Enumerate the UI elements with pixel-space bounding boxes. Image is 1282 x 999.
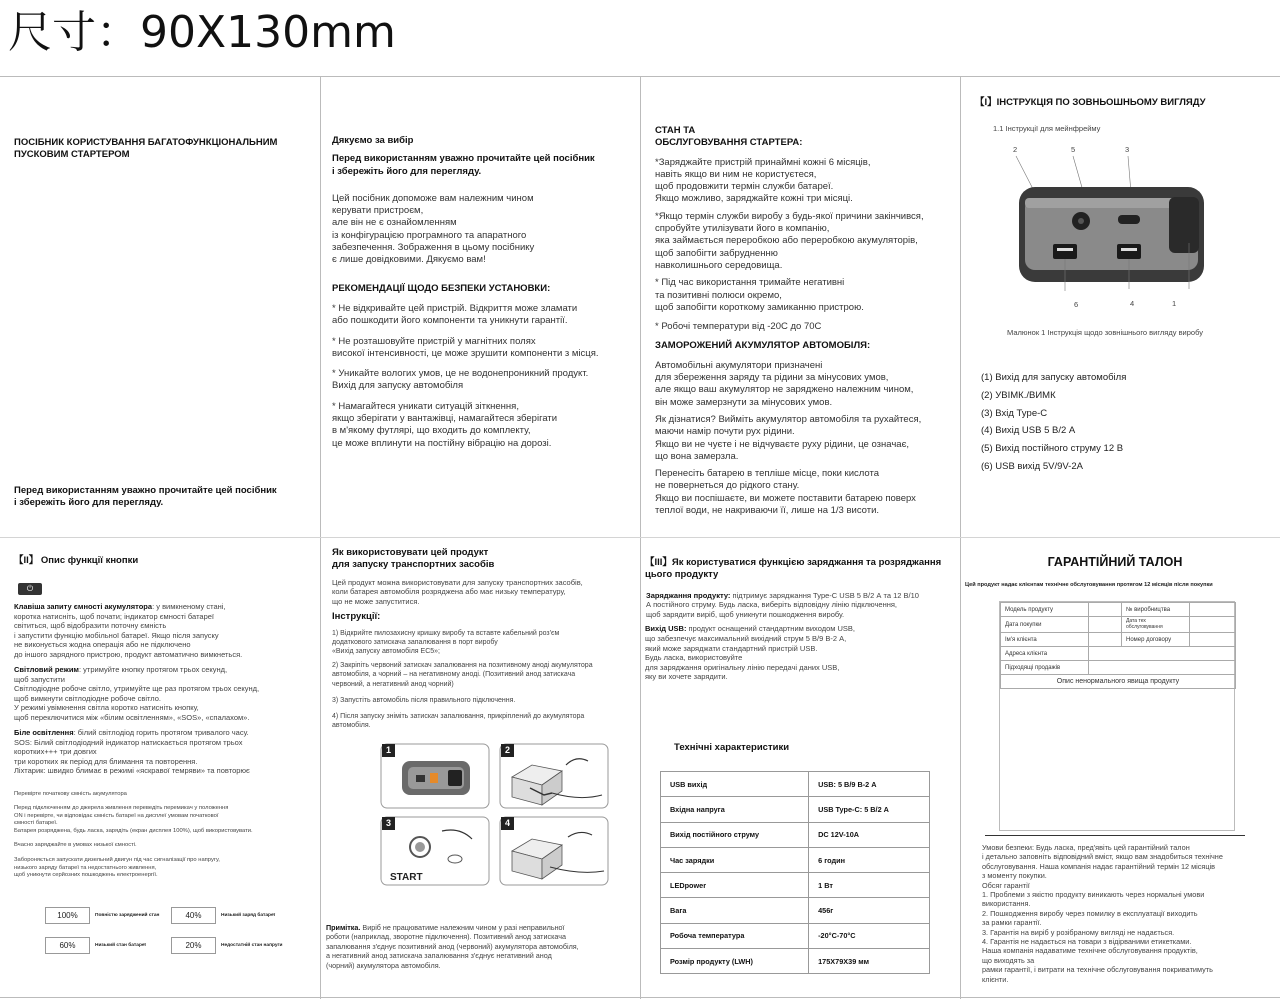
white-description [14, 728, 250, 776]
list-item: (1) Вихід для запуску автомобіля [981, 372, 1127, 383]
white-light-label: Біле освітлення [14, 728, 74, 737]
cover-panel [14, 137, 314, 527]
spec-name: Вага [661, 898, 809, 923]
capacity-key-label: Клавіша запиту ємності акумулятора [14, 602, 153, 611]
list-item: (4) Вихід USB 5 В/2 А [981, 425, 1076, 437]
note-text: Виріб не працюватиме належним чином у разі неправильної роботи (наприклад, зворотне підключення). Позитивний анод затискача запалювання з'єднує позитивний анод (червоний) акумулятора автомобіля, а негативний анод затискача запалювання з'єднує негативний анод (чорний) акумулятора автомобіля. [326, 923, 579, 970]
table-row [661, 923, 930, 948]
frozen-paragraph: Як дізнатися? Вийміть акумулятор автомобіля та рухайтеся, маючи намір почути рух рідини. Якщо ви не чуєте і не відчуваєте руху рідини, це означає, що вона замерзла. [655, 413, 922, 462]
thanks-heading: Дякуємо за вибір [332, 135, 414, 146]
battery-state-label: Низький стан батареї [95, 943, 146, 948]
usb-description: продукт оснащений стандартним виходом USB, що забезпечує максимальний вихідний струм 5 В/9 В-2 А, який може заряджати стандартний пристрій USB. Будь ласка, використовуйте для заряджання оригінальну лінію передачі даних USB, яку ви хочете зарядити. [645, 624, 856, 682]
start-label: START [390, 872, 423, 883]
light-mode-label: Світловий режим [14, 665, 79, 674]
safety-heading: РЕКОМЕНДАЦІЇ ЩОДО БЕЗПЕКИ УСТАНОВКИ: [332, 282, 551, 294]
step-number: 1 [382, 744, 395, 757]
page-title: 尺寸：90X130mm [8, 7, 396, 58]
spec-value: 456г [809, 898, 930, 923]
form-field[interactable] [1089, 603, 1122, 617]
form-field[interactable] [1089, 647, 1236, 661]
form-field[interactable] [1190, 603, 1236, 617]
battery-state [171, 937, 282, 954]
warranty-form [999, 601, 1235, 831]
instruction-step: 4) Після запуску зніміть затискач запалювання, прикріплений до акумулятора автомобіля. [332, 713, 585, 730]
callout-label: 3 [1125, 145, 1130, 154]
jumpstart-intro: Цей продукт можна використовувати для запуску транспортних засобів, коли батарея автомобіля розряджена або має низьку температуру, що не може запуститися. [332, 577, 583, 606]
list-item: (6) USB вихід 5V/9V-2A [981, 460, 1083, 472]
maintenance-item: * Під час використання тримайте негативні та позитивні полюси окремо, щоб запобігти короткому замиканню пристрою. [655, 277, 864, 313]
list-item: (2) УВІМК./ВИМК [981, 389, 1056, 401]
instruction-step: 1) Відкрийте пилозахисну кришку виробу та вставте кабельний роз'єм додаткового затискача запалювання в порт виробу «Вихід запуску автомобіля EC5»; [332, 629, 560, 656]
spec-name: Розмір продукту (LWH) [661, 949, 809, 974]
figure-caption: Малюнок 1 Інструкція щодо зовнішнього вигляду виробу [1007, 328, 1203, 337]
battery-note: Вчасно заряджайте в умовах низької ємності. [14, 842, 137, 848]
battery-note: Забороняється запускати дизельний двигун під час сигналізації про напругу, низького заряду батареї та недостатнього живлення, щоб уникнути серйозних пошкоджень електроенергії. [14, 857, 220, 879]
table-row [661, 772, 930, 797]
instructions-heading: Інструкції: [332, 611, 381, 623]
instruction-step: 3) Запустіть автомобіль після правильного підключення. [332, 696, 516, 704]
spec-name: Вхідна напруга [661, 797, 809, 822]
divider [985, 835, 1245, 836]
frozen-paragraph: Перенесіть батарею в тепліше місце, поки кислота не повернеться до рідкого стану. Якщо ви поспішаєте, ви можете поставити батарею поверх теплої води, не накриваючи її, лише на 1/3 висоти. [655, 468, 916, 517]
white-light-text: : білий світлодіод горить протягом тривалого часу. SOS: Білий світлодіодний індикатор натискається протягом трьох коротких+++ три довгих три коротких як період для блимання та повторення. Ліхтарик: швидко блимає в режимі «яскравої темряви» та повторює [14, 728, 250, 776]
table-row [661, 873, 930, 898]
light-description [14, 665, 259, 723]
safety-item: * Не відкривайте цей пристрій. Відкриття може зламати або пошкодити його компоненти та уникнути гарантії. [332, 302, 578, 327]
manual-sheet [0, 76, 1280, 998]
table-row [661, 797, 930, 822]
spec-value: USB Type-C: 5 В/2 А [809, 797, 930, 822]
usb-label: Вихід USB: [645, 624, 687, 634]
light-mode-text: : утримуйте кнопку протягом трьох секунд, щоб запустити Світлодіодне робоче світло, утримуйте ще раз протягом трьох секунд, щоб вимкнути світлодіодне робоче світло. У режимі увімкнення світла коротко натисніть кнопку, щоб переключитися між «білим освітленням», «SOS», «спалахом». [14, 665, 260, 722]
spec-value: 175X79X39 мм [809, 949, 930, 974]
maintenance-heading: СТАН ТА ОБСЛУГОВУВАННЯ СТАРТЕРА: [655, 125, 803, 149]
form-label: Підходящі продажів [1001, 661, 1089, 675]
jumpstart-diagram [380, 743, 610, 888]
callout-label: 5 [1071, 145, 1076, 154]
frozen-heading: ЗАМОРОЖЕНИЙ АКУМУЛЯТОР АВТОМОБІЛЯ: [655, 340, 871, 352]
jumpstart-heading: Як використовувати цей продукт для запуску транспортних засобів [332, 547, 495, 571]
list-item: (3) Вхід Type-C [981, 407, 1048, 419]
spec-value: -20°C-70°C [809, 923, 930, 948]
specs-table [660, 771, 930, 974]
form-label: Адреса клієнта [1001, 647, 1089, 661]
form-field[interactable] [1089, 633, 1122, 647]
note-label: Примітка. [326, 923, 361, 932]
spec-value: 6 годин [809, 847, 930, 872]
port-list [981, 369, 1126, 476]
battery-percent: 60% [45, 937, 90, 954]
cover-title: ПОСІБНИК КОРИСТУВАННЯ БАГАТОФУНКЦІОНАЛЬНИМ ПУСКОВИМ СТАРТЕРОМ [14, 137, 278, 161]
spec-value: DC 12V-10A [809, 822, 930, 847]
battery-percent: 20% [171, 937, 216, 954]
callout-label: 6 [1074, 300, 1079, 309]
page-header [0, 0, 1280, 76]
safety-item: * Уникайте вологих умов, це не водонепроникний продукт. Вихід для запуску автомобіля [332, 368, 589, 392]
jumpstart-panel [326, 547, 637, 997]
cover-note: Перед використанням уважно прочитайте цей посібник і збережіть його для перегляду. [14, 485, 277, 509]
charging-heading: 【III】Як користуватися функцією заряджання та розряджання цього продукту [645, 557, 942, 581]
step-number: 3 [382, 817, 395, 830]
maintenance-item: * Робочі температури від -20С до 70С [655, 321, 822, 333]
safety-item: * Не розташовуйте пристрій у магнітних полях високої інтенсивності, це може зрушити компоненти з місця. [332, 335, 599, 359]
spec-name: Час зарядки [661, 847, 809, 872]
spec-name: LEDpower [661, 873, 809, 898]
maintenance-item: *Якщо термін служби виробу з будь-якої причини закінчився, спробуйте утилізувати його в компанію, яка займається переробкою або переробкою акумуляторів, щоб запобігти забрудненню навколишнього середовища. [655, 210, 924, 271]
charging-description: підтримує заряджання Type-C USB 5 В/2 А та 12 В/10 А постійного струму. Будь ласка, виберіть відповідну лінію підключення, щоб зарядити виріб, щоб уникнути пошкодження виробу. [646, 590, 919, 619]
maintenance-panel [655, 125, 958, 530]
intro-panel [332, 135, 637, 530]
fold-line [0, 537, 1280, 538]
callout-label: 4 [1130, 299, 1135, 308]
fold-line [960, 77, 961, 999]
battery-percent: 40% [171, 907, 216, 924]
form-label: Дата тех обслуговування [1122, 617, 1190, 633]
appearance-heading: 【I】ІНСТРУКЦІЯ ПО ЗОВНЬОШНЬОМУ ВИГЛЯДУ [975, 97, 1206, 108]
callout-label: 2 [1013, 145, 1018, 154]
battery-note: Перевірте початкову ємність акумулятора [14, 791, 127, 797]
table-row [661, 949, 930, 974]
device-front-image [1011, 151, 1211, 296]
warranty-terms: Умови безпеки: Будь ласка, пред'явіть цей гарантійний талон і детально заповніть відповідний вміст, якщо вам знадобиться технічне обслуговування. Наша компанія надає гарантійний термін 12 місяців з моменту покупки. Обсяг гарантії 1. Проблеми з якістю продукту виникають через нормальні умови використання. 2. Пошкодження виробу через помилку в експлуатації виходить за рамки гарантії. 3. Гарантія на виріб у розібраному вигляді не надається. 4. Гарантія не надається на товари з відірваними етикетками. Наша компанія надаватиме технічне обслуговування продуктів, що виходять за рамки гарантії, і витрати на технічне обслуговування покриватимуть клієнти. [982, 843, 1223, 984]
jumpstart-note [326, 923, 636, 970]
safety-item: * Намагайтеся уникати ситуацій зіткнення, якщо зберігати у вантажівці, намагайтеся зберігати в м'якому футлярі, що входить до комплекту, це може вплинути на постійну вібрацію на дорозі. [332, 400, 558, 449]
table-row [661, 822, 930, 847]
form-field[interactable] [1089, 617, 1122, 633]
form-label: Дата покупки [1001, 617, 1089, 633]
spec-name: Вихід постійного струму [661, 822, 809, 847]
table-row [661, 847, 930, 872]
battery-state [171, 907, 275, 924]
specs-heading: Технічні характеристики [674, 742, 790, 753]
battery-state-label: Недостатній стан напруги [221, 943, 283, 948]
spec-name: USB вихід [661, 772, 809, 797]
battery-state [45, 907, 159, 924]
intro-note: Перед використанням уважно прочитайте цей посібник і збережіть його для перегляду. [332, 153, 595, 177]
warranty-panel [965, 555, 1277, 997]
appearance-panel [975, 97, 1275, 527]
step-number: 2 [501, 744, 514, 757]
battery-note: Перед підключенням до джерела живлення переведіть перемикач у положення ON і перевірте, чи відповідає ємність батареї на дисплеї умовам початкової ємності батареї. [14, 805, 229, 827]
table-row [661, 898, 930, 923]
capacity-key-text: : у вимкненому стані, коротка натисніть, щоб почати; індикатор ємності батареї світиться, щоб відобразити поточну ємність і запустити функцію мобільної батареї. Якщо після запуску не виконується жодна операція або не підключено до іншого зарядного пристрою, продукт автоматично вимкнеться. [14, 602, 243, 659]
callout-label: 1 [1172, 299, 1177, 308]
warranty-subtitle: Цей продукт надає клієнтам технічне обслуговування протягом 12 місяців після покупки [965, 582, 1213, 588]
intro-paragraph: Цей посібник допоможе вам належним чином керувати пристроєм, але він не є ознайомленням із конфігурацією програмного та апаратного забезпечення. Зображення в цьому посібнику є лише довідковими. Дякуємо вам! [332, 192, 535, 266]
button-description [14, 602, 242, 660]
fold-line [640, 77, 641, 999]
spec-value: USB: 5 В/9 В-2 А [809, 772, 930, 797]
charging-text [645, 591, 957, 620]
usb-text [645, 624, 957, 682]
battery-percent: 100% [45, 907, 90, 924]
form-label: Опис ненормального явища продукту [1001, 675, 1236, 689]
appearance-subtitle: 1.1 Інструкції для мейнфрейму [993, 124, 1101, 133]
form-label: Номер договору [1122, 633, 1190, 647]
battery-state [45, 937, 146, 954]
form-label: Модель продукту [1001, 603, 1089, 617]
button-heading: 【II】 Опис функції кнопки [14, 555, 139, 566]
battery-state-label: Низький заряд батареї [221, 913, 276, 918]
form-label: Ім'я клієнта [1001, 633, 1089, 647]
step-number: 4 [501, 817, 514, 830]
charging-panel [645, 557, 957, 997]
form-field[interactable] [1190, 633, 1236, 647]
charging-label: Заряджання продукту: [646, 590, 731, 600]
button-panel [14, 555, 314, 995]
form-field[interactable] [1190, 617, 1236, 633]
instruction-step: 2) Закріпіть червоний затискач запалювання на позитивному аноді акумулятора автомобіля, а чорний – на негативному аноді. (Позитивний анод затискача червоний, а негативний анод чорний) [332, 662, 593, 688]
power-icon: ⏻ [18, 583, 42, 595]
warranty-title: ГАРАНТІЙНИЙ ТАЛОН [1047, 555, 1183, 569]
form-field[interactable] [1089, 661, 1236, 675]
fold-line [320, 77, 321, 999]
battery-state-label: Повністю заряджений стан [95, 913, 160, 918]
battery-note: Батарея розряджена, будь ласка, зарядіть (екран дисплея 100%), щоб використовувати. [14, 828, 253, 834]
spec-name: Робоча температура [661, 923, 809, 948]
frozen-paragraph: Автомобільні акумулятори призначені для збереження заряду та рідини за мінусових умов, але якщо ваш акумулятор не заряджено належним чином, він може замерзнути за мінусових умов. [655, 359, 914, 408]
form-label: № виробництва [1122, 603, 1190, 617]
spec-value: 1 Вт [809, 873, 930, 898]
maintenance-item: *Заряджайте пристрій принаймні кожні 6 місяців, навіть якщо ви ним не користуєтеся, щоб продовжити термін служби батареї. Якщо можливо, заряджайте кожні три місяці. [655, 156, 871, 205]
list-item: (5) Вихід постійного струму 12 В [981, 443, 1124, 455]
